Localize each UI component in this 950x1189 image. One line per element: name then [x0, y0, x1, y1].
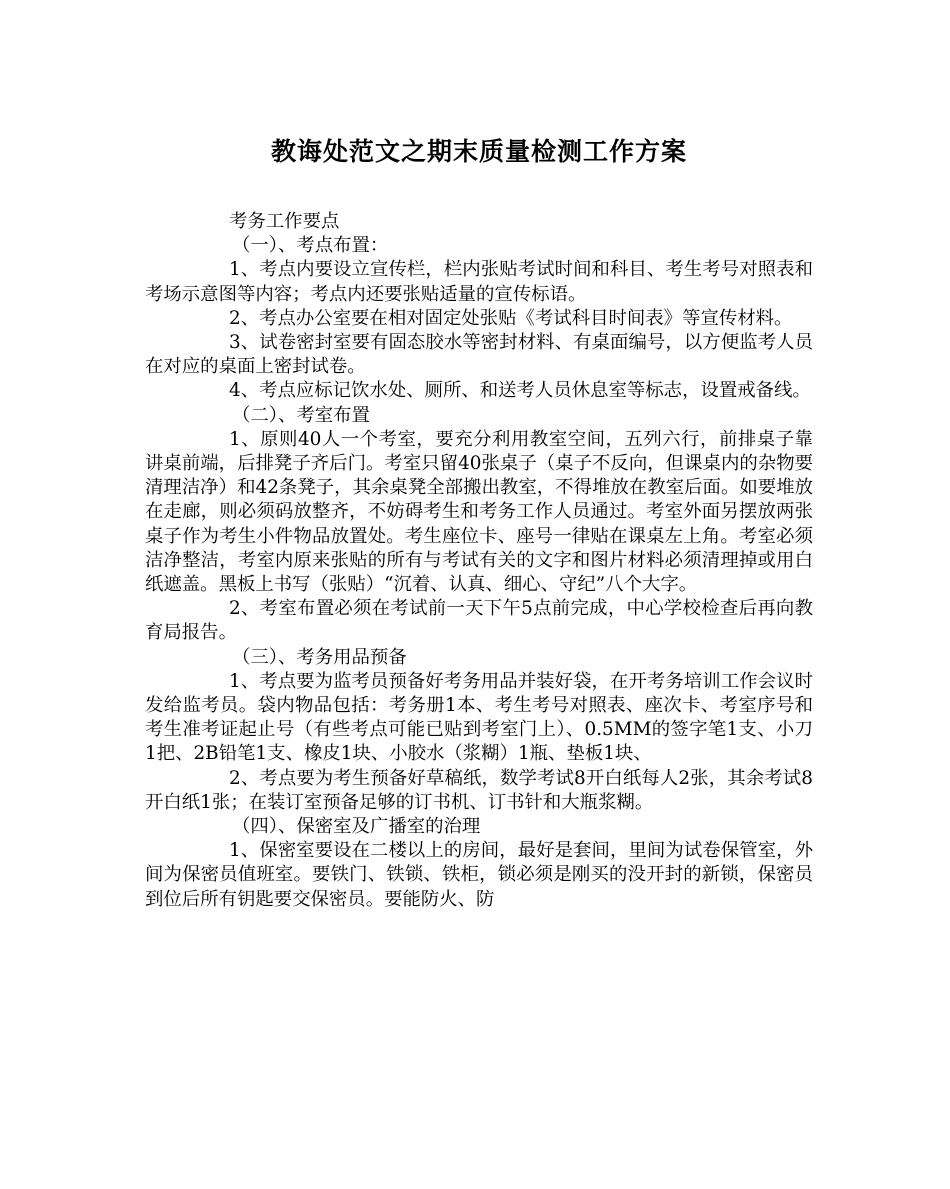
paragraph: 2、考点要为考生预备好草稿纸，数学考试8开白纸每人2张，其余考试8开白纸1张；在装订室预备足够的订书机、订书针和大瓶浆糊。 [145, 767, 813, 813]
paragraph: 1、考点要为监考员预备好考务用品并装好袋，在开考务培训工作会议时发给监考员。袋内物品包括：考务册1本、考生考号对照表、座次卡、考室序号和考生准考证起止号（有些考点可能已贴到考室门上）、0.5MM的签字笔1支、小刀1把、2B铅笔1支、橡皮1块、小胶水（浆糊）1瓶、垫板1块、 [145, 670, 813, 765]
paragraph: 3、试卷密封室要有固态胶水等密封材料、有桌面编号，以方便监考人员在对应的桌面上密封试卷。 [145, 332, 813, 378]
paragraph: 2、考室布置必须在考试前一天下午5点前完成，中心学校检查后再向教育局报告。 [145, 598, 813, 644]
subsection-heading: （三）、考务用品预备 [232, 646, 407, 668]
document-body [145, 210, 813, 912]
paragraph: 4、考点应标记饮水处、厕所、和送考人员休息室等标志，设置戒备线。 [229, 380, 811, 402]
subsection-heading: （四）、保密室及广播室的治理 [232, 816, 481, 838]
subsection-heading: （一）、考点布置： [232, 235, 389, 257]
paragraph: 1、原则40人一个考室，要充分利用教室空间，五列六行，前排桌子靠讲桌前端，后排凳子齐后门。考室只留40张桌子（桌子不反向，但课桌内的杂物要清理洁净）和42条凳子，其余桌凳全部搬出教室，不得堆放在教室后面。如要堆放在走廊，则必须码放整齐，不妨碍考生和考务工作人员通过。考室外面另摆放两张桌子作为考生小件物品放置处。考生座位卡、座号一律贴在课桌左上角。考室必须洁净整洁，考室内原来张贴的所有与考试有关的文字和图片材料必须清理掉或用白纸遮盖。黑板上书写（张贴）“沉着、认真、细心、守纪”八个大字。 [145, 428, 813, 596]
paragraph: 1、保密室要设在二楼以上的房间，最好是套间，里间为试卷保管室，外间为保密员值班室。要铁门、铁锁、铁柜，锁必须是刚买的没开封的新锁，保密员到位后所有钥匙要交保密员。要能防火、防 [145, 840, 813, 910]
paragraph-list [145, 234, 813, 912]
document-title: 教诲处范文之期末质量检测工作方案 [270, 137, 687, 166]
paragraph: 1、考点内要设立宣传栏，栏内张贴考试时间和科目、考生考号对照表和考场示意图等内容；考点内还要张贴适量的宣传标语。 [145, 259, 813, 305]
subsection-heading: （二）、考室布置 [232, 404, 370, 426]
paragraph: 2、考点办公室要在相对固定处张贴《考试科目时间表》等宣传材料。 [229, 307, 793, 329]
section-heading: 考务工作要点 [229, 211, 340, 232]
